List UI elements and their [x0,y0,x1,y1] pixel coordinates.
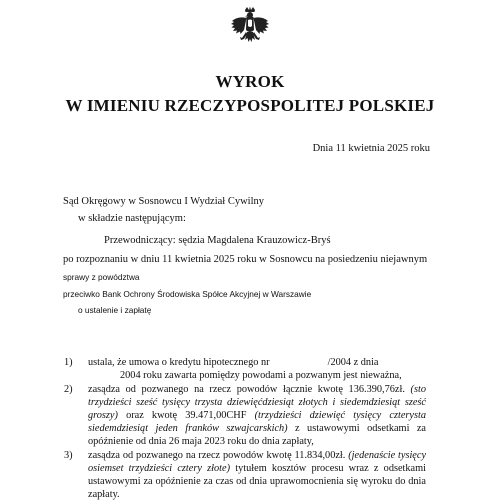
presiding-judge: Przewodniczący: sędzia Magdalena Krauzowicz-Bryś [104,235,331,246]
court-name: Sąd Okręgowy w Sosnowcu I Wydział Cywilny [63,196,264,207]
ruling-text-part: oraz kwotę 39.471,00CHF [126,410,247,421]
plaintiff-label: sprawy z powództwa [63,272,140,282]
hearing-info: po rozpoznaniu w dniu 11 kwietnia 2025 roku w Sosnowcu na posiedzeniu niejawnym [63,254,428,265]
ruling-text-part: z ustawowymi odsetkami za opóźnienie od dnia 26 maja 2023 roku do dnia zapłaty, [88,423,426,447]
ruling-text-part: tytułem kosztów procesu wraz z odsetkami ustawowymi za opóźnienie za czas od dnia uprawomocnienia się wyroku do dnia zapłaty. [88,463,426,500]
ruling-item [64,383,426,448]
polish-eagle-emblem-icon [228,6,272,50]
ruling-text-part: zasądza od pozwanego na rzecz powodów łącznie kwotę 136.390,76zł. [88,384,405,395]
ruling-amount-words: (jedenaście tysięcy osiemset trzydzieści cztery złote) [88,450,427,474]
ruling-text-part: 2004 roku zawarta pomiędzy powodami a pozwanym jest nieważna, [120,370,402,381]
rulings-list [64,356,427,502]
document-title: WYROK [215,72,285,91]
ruling-text-part: /2004 z dnia [327,357,379,368]
ruling-text-part: ustala, że umowa o kredytu hipotecznego nr [88,357,270,368]
ruling-number: 2) [64,384,73,395]
composition-label: w składzie następującym: [78,213,186,224]
ruling-item [64,356,426,382]
ruling-item [64,449,427,501]
defendant-info: przeciwko Bank Ochrony Środowiska Spółce Akcyjnej w Warszawie [63,289,312,299]
ruling-amount-words: (sto trzydzieści sześć tysięcy trzysta dziewięćdziesiąt złotych i siedemdziesiąt sześć groszy) [88,384,426,421]
judgment-date: Dnia 11 kwietnia 2025 roku [312,143,430,154]
ruling-number: 1) [64,357,73,368]
case-subject: o ustalenie i zapłatę [78,305,152,315]
ruling-number: 3) [64,450,73,461]
document-subtitle: W IMIENIU RZECZYPOSPOLITEJ POLSKIEJ [65,96,435,115]
ruling-text-part: zasądza od pozwanego na rzecz powodów kwotę 11.834,00zł. [88,450,346,461]
ruling-amount-words: (trzydzieści dziewięć tysięcy czterysta siedemdziesiąt jeden franków szwajcarskich) [88,410,426,434]
